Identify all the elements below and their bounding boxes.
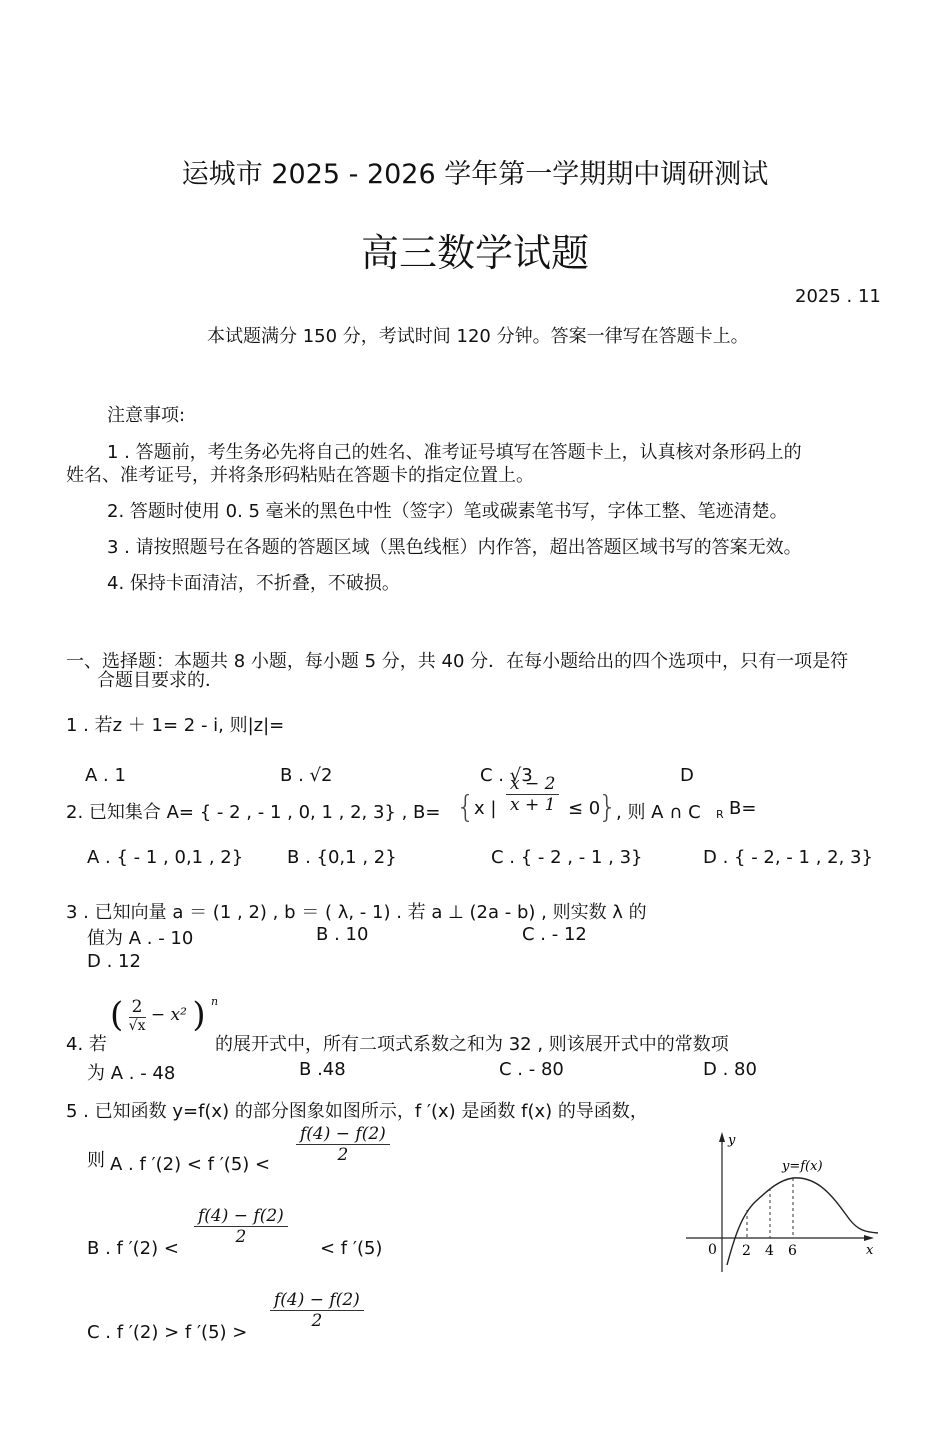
q1-option: C . √3 [480,765,533,786]
paren-right: ) [192,995,206,1035]
y-arrow-icon [719,1132,725,1142]
q2-option: C . { - 2 , - 1 , 3} [491,847,643,868]
q2-le-zero: ≤ 0 [568,798,601,819]
fraction-numerator: 2 [129,997,146,1018]
q4-option: C . - 80 [499,1059,564,1080]
q3-option: 值为 A . - 10 [87,928,194,949]
q5-stem: 5 . 已知函数 y=f(x) 的部分图象如图所示，f ′(x) 是函数 f(x) 的导函数， [66,1101,648,1122]
notes-heading: 注意事项: [107,405,186,426]
q5-option-b: B . f ′(2) < [87,1238,179,1259]
function-graph [660,1120,900,1280]
fraction-denominator: 2 [311,1311,323,1331]
curve-label: y=f(x) [782,1159,823,1174]
q2-option: A . { - 1 , 0,1 , 2} [87,847,244,868]
section-heading-cont: 合题目要求的． [97,670,223,691]
tick-label: 6 [788,1243,797,1259]
brace-left: { [456,790,476,825]
x-label: x [866,1243,874,1258]
q1-option: A . 1 [85,765,126,786]
q2-set-var: x | [474,798,497,819]
x-arrow-icon [864,1235,874,1241]
fraction-numerator: f(4) − f(2) [270,1290,364,1311]
fraction-denominator: √x [128,1017,146,1034]
note-item: 2. 答题时使用 0. 5 毫米的黑色中性（签字）笔或碳素笔书写，字体工整、笔迹清楚。 [107,501,788,522]
fraction-numerator: f(4) − f(2) [194,1206,288,1227]
q2-stem-c: B= [729,798,757,819]
q2-option: D . { - 2, - 1 , 2, 3} [703,847,873,868]
q5-ze: 则 [87,1150,105,1171]
tick-label: 4 [765,1243,774,1259]
exam-date: 2025 . 11 [795,286,881,307]
origin-label: 0 [708,1242,717,1258]
fraction-denominator: x + 1 [510,795,556,815]
section-heading: 一、选择题：本题共 8 小题，每小题 5 分，共 40 分．在每小题给出的四个选项中，只有一项是符 [66,651,849,672]
q2-stem-b: , 则 A ∩ C [616,802,701,823]
tick-label: 2 [742,1243,751,1259]
note-item: 4. 保持卡面清洁，不折叠，不破损。 [107,573,400,594]
q4-option: D . 80 [703,1059,757,1080]
y-label: y [728,1133,736,1148]
q5-fraction [270,1290,364,1331]
q5-fraction [194,1206,288,1247]
fraction-numerator: f(4) − f(2) [296,1124,390,1145]
q4-stem-a: 4. 若 [66,1034,107,1055]
q4-fraction [129,997,146,1034]
q3-option: B . 10 [316,924,369,945]
note-item: 3 . 请按照题号在各题的答题区域（黑色线框）内作答，超出答题区域书写的答案无效。 [107,537,802,558]
exam-intro: 本试题满分 150 分，考试时间 120 分钟。答案一律写在答题卡上。 [207,326,749,347]
note-item: 1 . 答题前，考生务必先将自己的姓名、准考证号填写在答题卡上，认真核对条形码上的 [107,442,802,463]
q4-option: 为 A . - 48 [87,1063,176,1084]
q3-option: D . 12 [87,951,141,972]
q1-option: B . √2 [280,765,333,786]
q5-option-c: C . f ′(2) > f ′(5) > [87,1322,248,1343]
fraction-numerator: x − 2 [506,774,559,795]
q5-fraction [296,1124,390,1165]
q2-stem: 2. 已知集合 A= { - 2 , - 1 , 0, 1 , 2, 3} , B= [66,802,441,823]
q2-option: B . {0,1 , 2} [287,847,397,868]
q5-option-a: A . f ′(2) < f ′(5) < [110,1154,271,1175]
brace-right: } [598,790,618,825]
q4-term: − x² [150,1005,187,1025]
q3-stem: 3 . 已知向量 a ＝ (1 , 2) , b ＝ ( λ, - 1) . 若 a ⊥ (2a - b) , 则实数 λ 的 [66,902,647,923]
q1-option: D [680,765,694,786]
exponent: n [211,995,219,1008]
q3-option: C . - 12 [522,924,587,945]
q2-fraction [506,774,559,815]
fraction-denominator: 2 [337,1145,349,1165]
q5-option-b-end: < f ′(5) [320,1238,383,1259]
paren-left: ( [110,995,124,1035]
q4-option: B .48 [299,1059,346,1080]
q2-subscript: R [716,808,724,821]
q1-stem: 1 . 若z ＋ 1= 2 - i, 则|z|= [66,715,285,736]
q4-expression [110,995,218,1035]
exam-subtitle: 高三数学试题 [360,231,589,275]
exam-title: 运城市 2025 - 2026 学年第一学期期中调研测试 [181,159,769,190]
fraction-denominator: 2 [235,1227,247,1247]
note-item: 姓名、准考证号，并将条形码粘贴在答题卡的指定位置上。 [66,465,534,486]
q4-stem-b: 的展开式中，所有二项式系数之和为 32 , 则该展开式中的常数项 [215,1034,729,1055]
